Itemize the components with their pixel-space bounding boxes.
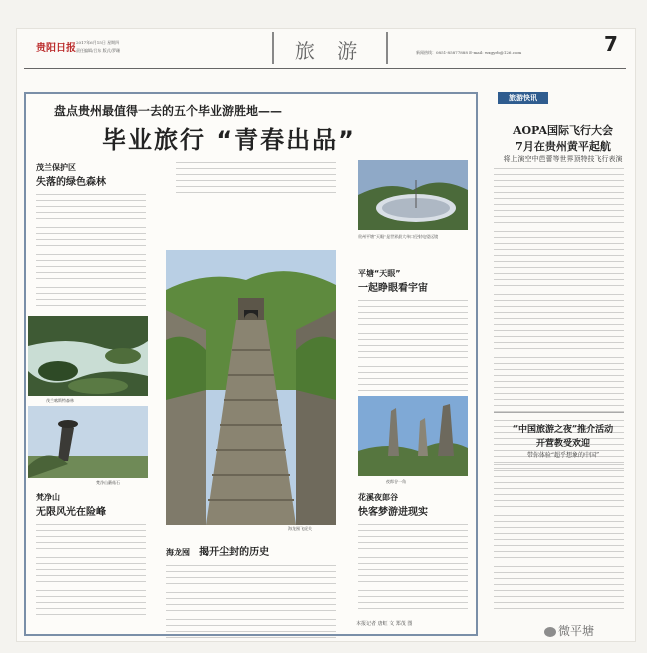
pingtang-title: 平塘“天眼” <box>358 269 401 278</box>
pingtang-section <box>358 268 468 399</box>
news-sidebar <box>484 92 632 632</box>
contact-line: 新闻热线：0851-85877888 E-mail: wxgyrb@126.com <box>416 50 522 55</box>
hailong-section <box>166 540 336 646</box>
fanjing-subtitle: 无限风光在险峰 <box>36 507 106 518</box>
huaxi-section <box>358 492 468 617</box>
story1-title-line2: 7月在贵州黄平起航 <box>515 140 611 153</box>
story2-title-line1: “中国旅游之夜”推介活动 <box>512 425 614 435</box>
hailong-title: 海龙囤 <box>166 548 190 557</box>
pingtang-subtitle: 一起睁眼看宇宙 <box>358 283 428 294</box>
stone-stairs-image <box>166 250 336 525</box>
main-feature <box>24 92 478 636</box>
story2-title-line2: 开营教受欢迎 <box>535 439 590 449</box>
hailong-photo <box>166 250 336 525</box>
maolan-caption: 茂兰喀斯特森林 <box>46 398 74 403</box>
section-box <box>272 32 388 64</box>
intro-text <box>176 162 336 201</box>
radio-telescope-image <box>358 160 468 230</box>
page-number: 7 <box>604 32 618 56</box>
fanjing-section <box>36 492 146 623</box>
section-title: 旅 游 <box>294 39 366 63</box>
huaxi-subtitle: 快客梦游进现实 <box>358 507 428 518</box>
fanjing-photo <box>28 406 148 478</box>
sidebar-divider <box>494 412 624 413</box>
maolan-body <box>36 194 146 311</box>
yelang-photo <box>358 396 468 476</box>
tianyan-photo <box>358 160 468 230</box>
hailong-subtitle: 揭开尘封的历史 <box>199 547 270 558</box>
maolan-title: 茂兰保护区 <box>36 163 76 172</box>
dateline: 2017年6月15日 星期四 <box>76 40 120 45</box>
yelang-caption: 夜郎谷一角 <box>386 479 406 484</box>
huaxi-title: 花溪夜郎谷 <box>358 493 398 502</box>
tianyan-caption: 贵州平塘“天眼”是世界最大单口径射电望远镜 <box>358 234 439 239</box>
kicker: 盘点贵州最值得一去的五个毕业游胜地—— <box>54 104 283 118</box>
news-tag: 旅游快讯 <box>498 92 548 104</box>
story1-subtitle: 将上演空中芭蕾等世界顶特技飞行表演 <box>503 155 623 163</box>
fanjing-body <box>36 524 146 620</box>
story2-body <box>494 464 624 617</box>
page-header <box>16 28 634 68</box>
newspaper-logo: 贵阳日报 <box>36 43 76 54</box>
huaxi-body <box>358 524 468 614</box>
header-rule <box>24 68 626 69</box>
maolan-photo <box>28 316 148 396</box>
hailong-body <box>166 565 336 643</box>
story1-title-line1: AOPA国际飞行大会 <box>512 124 614 137</box>
mushroom-rock-image <box>28 406 148 478</box>
maolan-subtitle: 失落的绿色森林 <box>36 177 106 188</box>
watermark-text: 微平塘 <box>558 624 595 638</box>
maolan-section <box>36 162 146 314</box>
story2-subtitle: 带你体验“超乎想象的中国” <box>526 452 600 459</box>
hailong-caption: 海龙囤飞虎关 <box>288 526 312 531</box>
pingtang-body <box>358 300 468 396</box>
byline: 本报记者 唐虹 文 郑茂 图 <box>356 621 413 627</box>
editors-line: 责任编辑/吕东 版式/罗珊 <box>76 48 120 53</box>
fanjing-title: 梵净山 <box>36 493 60 502</box>
waterfall-image <box>28 316 148 396</box>
wechat-watermark <box>544 622 594 639</box>
wechat-icon <box>544 627 556 637</box>
stone-pillars-image <box>358 396 468 476</box>
fanjing-caption: 梵净山蘑菇石 <box>96 480 120 485</box>
headline: 毕业旅行 “青春出品” <box>102 126 356 154</box>
